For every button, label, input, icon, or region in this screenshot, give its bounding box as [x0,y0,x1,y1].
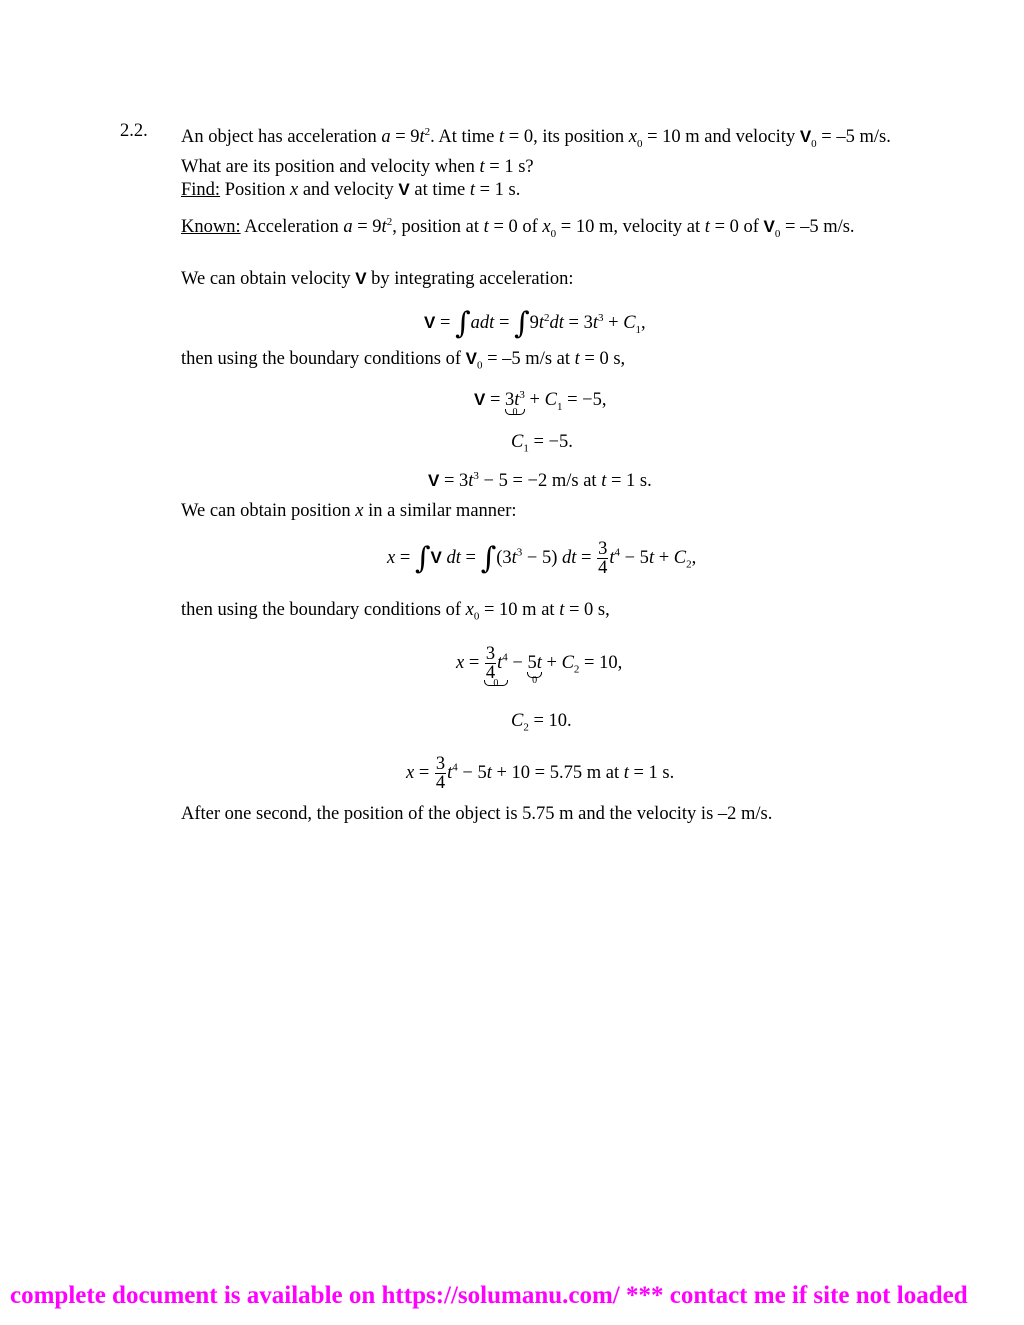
equation-velocity-integral: $V = \int adt = \int 9t^2dt = 3t^3 + C_1$, [424,306,646,342]
bc-position: then using the boundary conditions of $x_0 = 10$ m at t = 0 s, [181,600,610,623]
equation-c2: $C_2 = 10$. [511,711,572,734]
find-line: Find: Position x and velocity V at time t = 1 s. [181,180,521,200]
find-label: Find: [181,180,221,200]
problem-statement: An object has acceleration $a = 9t^2$. At time t = 0, its position $x_0 = 10$ m and velocity $V_0 = -5$ m/s. What are its position and velocity when t = 1 s? [181,126,891,177]
equation-c1: $C_1 = -5$. [511,432,573,455]
equation-position-bc: x = $\frac{3}{4}$ $t^4$ 0 − 5t 0 + $C_2 = 10$, [456,644,623,689]
problem-number: 2.2. [120,121,148,141]
known-label: Known: [181,217,241,238]
equation-velocity-result: $V = 3t^3 - 5 = -2$ m/s at t = 1 s. [428,470,652,492]
known-line: Known: Acceleration $a = 9t^2$, position at t = 0 of $x_0 = 10$ m, velocity at t = 0 of $V_0 = -5$ m/s. [181,216,855,240]
bc-velocity: then using the boundary conditions of $V_0 = -5$ m/s at t = 0 s, [181,349,626,372]
intro-position: We can obtain position x in a similar manner: [181,501,517,521]
equation-position-result: x = $\frac{3}{4}$ $t^4 - 5t + 10 = 5.75$ m at t = 1 s. [406,754,675,793]
equation-position-integral: x = ∫V dt = $\int(3t^3 - 5)$ dt = $\frac{3}{4}$ $t^4 - 5t + C_2$, [387,539,697,578]
equation-velocity-bc: $V = 3t^3$ 0 + $C_1 = -5$, [474,384,606,418]
conclusion: After one second, the position of the object is 5.75 m and the velocity is –2 m/s. [181,804,773,824]
intro-velocity: We can obtain velocity V by integrating acceleration: [181,269,574,289]
footer-link-text[interactable]: complete document is available on https://solumanu.com/ *** contact me if site not loaded [10,1282,968,1309]
